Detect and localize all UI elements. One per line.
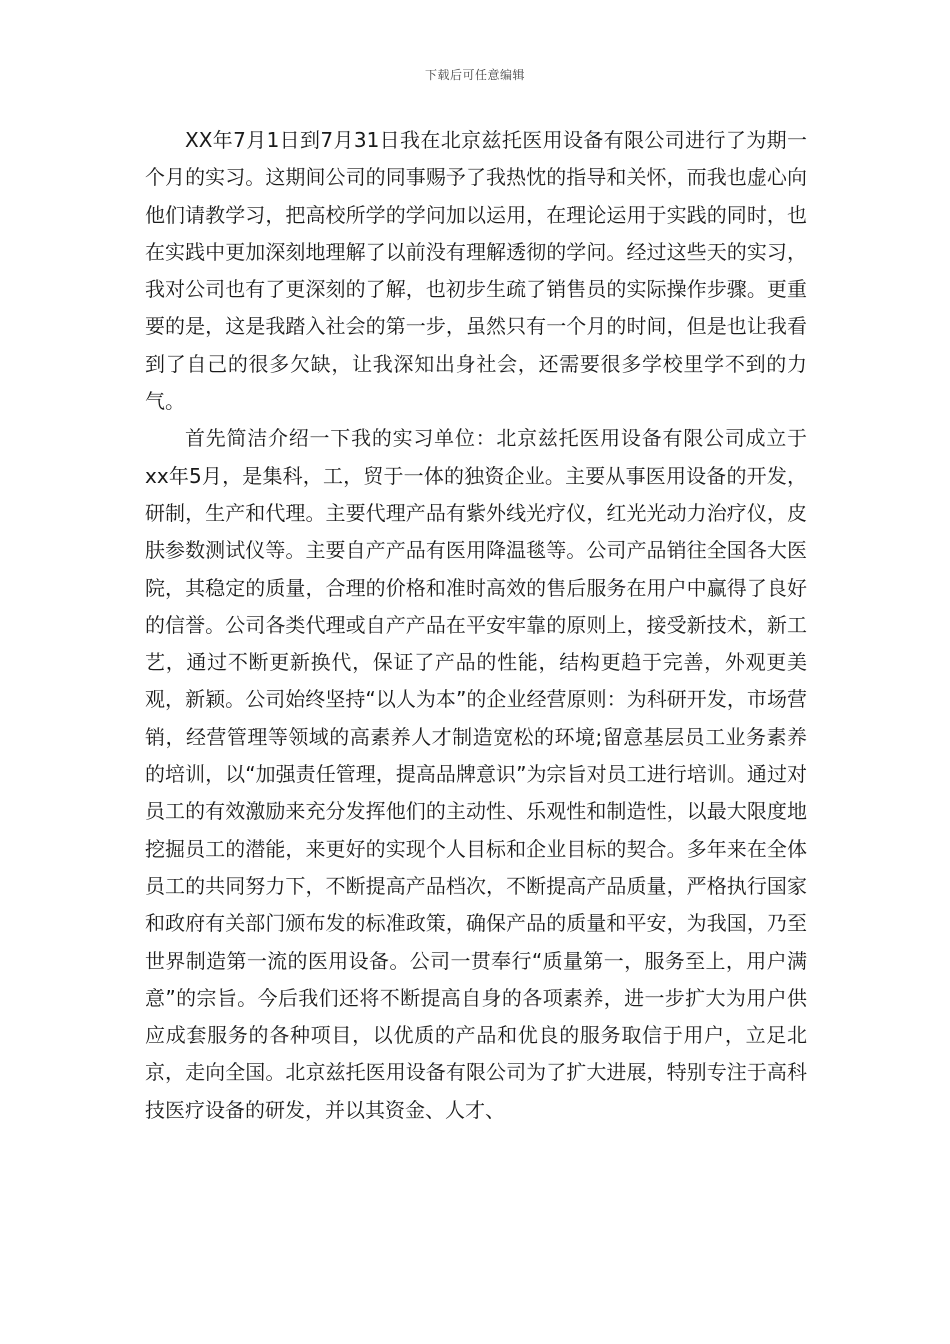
page-header: 下载后可任意编辑 bbox=[424, 68, 525, 82]
paragraph-company-intro: 首先简洁介绍一下我的实习单位：北京兹托医用设备有限公司成立于xx年5月，是集科，工，贸于一体的独资企业。主要从事医用设备的开发，研制，生产和代理。主要代理产品有紫外线光疗仪，红光光动力治疗仪，皮肤参数测试仪等。主要自产产品有医用降温毯等。公司产品销往全国各大医院，其稳定的质量，合理的价格和准时高效的售后服务在用户中赢得了良好的信誉。公司各类代理或自产产品在平安牢靠的原则上，接受新技术，新工艺，通过不断更新换代，保证了产品的性能，结构更趋于完善，外观更美观，新颖。公司始终坚持“以人为本”的企业经营原则：为科研开发，市场营销，经营管理等领域的高素养人才制造宽松的环境;留意基层员工业务素养的培训，以“加强责任管理，提高品牌意识”为宗旨对员工进行培训。通过对员工的有效激励来充分发挥他们的主动性、乐观性和制造性，以最大限度地挖掘员工的潜能，来更好的实现个人目标和企业目标的契合。多年来在全体员工的共同努力下，不断提高产品档次，不断提高产品质量，严格执行国家和政府有关部门颁布发的标准政策，确保产品的质量和平安，为我国，乃至世界制造第一流的医用设备。公司一贯奉行“质量第一，服务至上，用户满意”的宗旨。今后我们还将不断提高自身的各项素养，进一步扩大为用户供应成套服务的各种项目，以优质的产品和优良的服务取信于用户，立足北京，走向全国。北京兹托医用设备有限公司为了扩大进展，特别专注于高科技医疗设备的研发，并以其资金、人才、 bbox=[145, 426, 807, 1122]
document-body bbox=[145, 122, 807, 1129]
paragraph-internship-intro: XX年7月1日到7月31日我在北京兹托医用设备有限公司进行了为期一个月的实习。这期间公司的同事赐予了我热忱的指导和关怀，而我也虚心向他们请教学习，把高校所学的学问加以运用，在理论运用于实践的同时，也在实践中更加深刻地理解了以前没有理解透彻的学问。经过这些天的实习，我对公司也有了更深刻的了解，也初步生疏了销售员的实际操作步骤。更重要的是，这是我踏入社会的第一步，虽然只有一个月的时间，但是也让我看到了自己的很多欠缺，让我深知出身社会，还需要很多学校里学不到的力气。 bbox=[145, 128, 807, 414]
